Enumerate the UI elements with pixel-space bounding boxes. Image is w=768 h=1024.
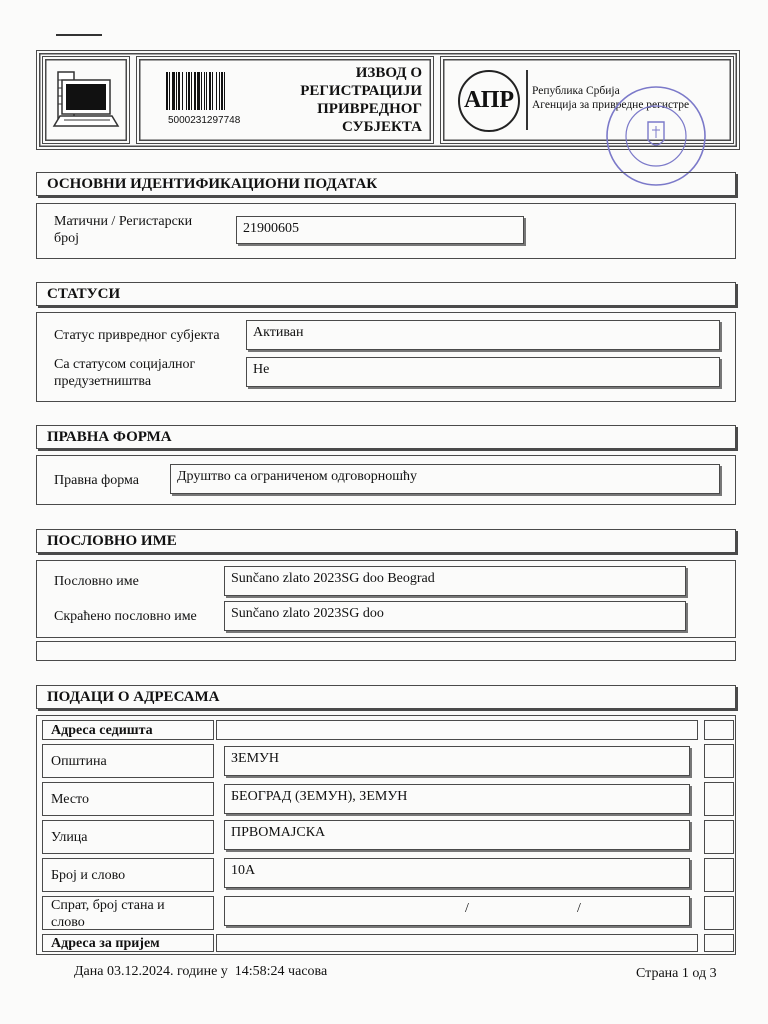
municipality-value: ЗЕМУН [224, 746, 690, 776]
label-line: слово [51, 915, 85, 930]
section-title: ОСНОВНИ ИДЕНТИФИКАЦИОНИ ПОДАТАК [36, 172, 736, 196]
side-cell [704, 820, 734, 854]
short-name-value: Sunčano zlato 2023SG doo [224, 601, 686, 631]
floor-apartment-value [224, 896, 690, 926]
place-value: БЕОГРАД (ЗЕМУН), ЗЕМУН [224, 784, 690, 814]
label-line: предузетништва [54, 374, 152, 389]
side-cell [704, 896, 734, 930]
field-label [54, 213, 192, 247]
legal-form-value: Друштво са ограниченом одговорношћу [170, 464, 720, 494]
field-label: Скраћено пословно име [54, 609, 197, 624]
field-label: Улица [42, 820, 214, 854]
barcode [166, 72, 246, 110]
field-label [54, 356, 195, 390]
side-cell [704, 858, 734, 892]
barcode-number: 5000231297748 [168, 115, 241, 126]
receipt-address-header: Адреса за пријем [42, 934, 214, 952]
side-cell [704, 934, 734, 952]
header-fill [216, 934, 698, 952]
field-label: Пословно име [54, 574, 139, 589]
label-line: Са статусом социјалног [54, 357, 196, 372]
computer-icon-box [42, 56, 130, 144]
field-label: Општина [42, 744, 214, 778]
label-line: број [54, 231, 80, 246]
empty-row [36, 641, 736, 661]
title-line: СУБЈЕКТА [341, 119, 422, 135]
section-title: ПРАВНА ФОРМА [36, 425, 736, 449]
footer-page: Страна 1 од 3 [636, 966, 717, 981]
section-title: ПОДАЦИ О АДРЕСАМА [36, 685, 736, 709]
separator: / [577, 901, 581, 916]
side-cell [704, 782, 734, 816]
label-line: Матични / Регистарски [54, 214, 193, 229]
title-line: ПРИВРЕДНОГ [317, 101, 422, 117]
field-label: Статус привредног субјекта [54, 328, 220, 343]
top-mark [56, 34, 102, 36]
field-label [42, 896, 214, 930]
agency-line1: Република Србија [532, 85, 620, 97]
business-name-value: Sunčano zlato 2023SG doo Beograd [224, 566, 686, 596]
footer-date: Дана 03.12.2024. године у 14:58:24 часова [74, 964, 328, 979]
apr-logo [458, 70, 520, 132]
section-title: ПОСЛОВНО ИМЕ [36, 529, 736, 553]
apr-logo-text: АПР [463, 87, 515, 113]
computer-icon [44, 58, 128, 142]
title-line: ИЗВОД О [355, 65, 422, 81]
house-number-value: 10А [224, 858, 690, 888]
barcode-bar [225, 72, 227, 110]
field-label: Број и слово [42, 858, 214, 892]
registration-number-value: 21900605 [236, 216, 524, 244]
seat-address-header: Адреса седишта [42, 720, 214, 740]
side-cell [704, 744, 734, 778]
section-title: СТАТУСИ [36, 282, 736, 306]
agency-line2: Агенција за привредне регистре [532, 99, 690, 111]
divider [526, 70, 528, 130]
label-line: Спрат, број стана и [51, 898, 165, 913]
field-label: Правна форма [54, 473, 139, 488]
street-value: ПРВОМАЈСКА [224, 820, 690, 850]
field-label: Место [42, 782, 214, 816]
header-fill [216, 720, 698, 740]
separator: / [465, 901, 469, 916]
document-title [262, 64, 422, 136]
status-value: Активан [246, 320, 720, 350]
side-cell [704, 720, 734, 740]
social-enterprise-value: Не [246, 357, 720, 387]
title-line: РЕГИСТРАЦИЈИ [300, 83, 422, 99]
